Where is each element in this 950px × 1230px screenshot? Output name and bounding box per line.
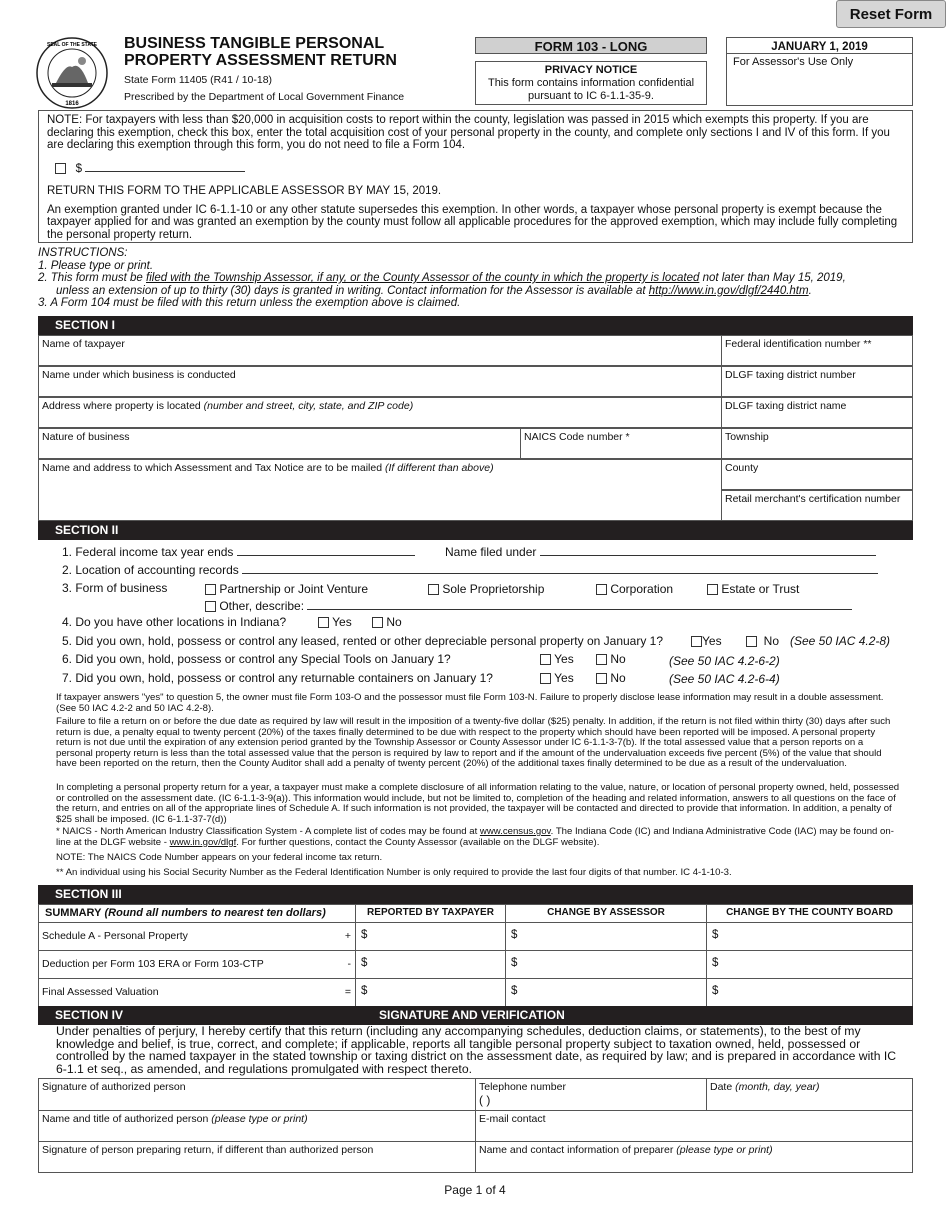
exemption-checkbox[interactable] [55,163,66,174]
instructions: INSTRUCTIONS: 1. Please type or print. 2. This form must be filed with the Township Assessor, if any, or the County Assessor of the county in which the property is located not later than May 15, 2019, unless an extension of up to thirty (30) days is granted in writing. Contact information for the Assessor is available at http://www.in.gov/dlgf/2440.htm. 3. A Form 104 must be filed with this return unless the exemption above is claimed. [38,247,846,309]
q1-tax-year: 1. Federal income tax year ends [62,544,415,559]
summary-value-input[interactable]: $ [505,978,707,1007]
svg-text:SEAL OF THE STATE: SEAL OF THE STATE [46,42,98,48]
nature-of-business-field[interactable]: Nature of business [38,428,521,459]
q7-no[interactable]: No [596,671,626,685]
prescribed-by: Prescribed by the Department of Local Government Finance [124,91,405,103]
taxpayer-name-field[interactable]: Name of taxpayer [38,335,722,366]
col-reported-taxpayer: REPORTED BY TAXPAYER [355,904,506,923]
form-number: FORM 103 - LONG [475,37,707,54]
privacy-notice: PRIVACY NOTICE This form contains information confidential pursuant to IC 6-1.1-35-9. [475,61,707,105]
summary-value-input[interactable]: $ [505,950,707,979]
naics-tax-note: NOTE: The NAICS Code Number appears on your federal income tax return. [56,852,383,863]
disclosure-text: In completing a personal property return for a year, a taxpayer must make a complete disclosure of all information relating to the value, nature, or location of personal property owned, held, possessed or controlled on the assessment date. (IC 6-1.1-3-9(a)). This information would include, but not be limited to, completion of the heading and related information, answers to all questions on the face of the return, and entries on all of the appropriate lines of Schedule A. If such information is not provided, the taxpayer will be contacted and directed to provide that information. In addition, a penalty of $25 shall be imposed. (IC 6-1.1-37-7(d)) [56,782,900,825]
option-other[interactable]: Other, describe: [205,598,852,613]
section-4-header: SECTION IV SIGNATURE AND VERIFICATION [38,1006,913,1025]
option-sole-proprietorship[interactable]: Sole Proprietorship [428,582,544,596]
q6-reference: (See 50 IAC 4.2-6-2) [669,654,780,668]
summary-value-input[interactable]: $ [355,950,506,979]
preparer-info-field[interactable]: Name and contact information of preparer (please type or print) [475,1141,913,1173]
preparer-signature-field[interactable]: Signature of person preparing return, if different than authorized person [38,1141,476,1173]
email-field[interactable]: E-mail contact [475,1110,913,1142]
indiana-seal-icon [36,37,108,109]
dlgf-number-field[interactable]: DLGF taxing district number [721,366,913,397]
reset-form-button[interactable]: Reset Form [836,0,946,28]
section-2-header: SECTION II [38,521,913,540]
summary-value-input[interactable]: $ [706,978,913,1007]
summary-value-input[interactable]: $ [355,978,506,1007]
summary-value-input[interactable]: $ [505,922,707,951]
business-name-field[interactable]: Name under which business is conducted [38,366,722,397]
dlgf-name-field[interactable]: DLGF taxing district name [721,397,913,428]
naics-note: * NAICS - North American Industry Classification System - A complete list of codes may be found at www.census.gov. The Indiana Code (IC) and Indiana Administrative Code (IAC) may be found on-line at the DLGF website - www.in.gov/dlgf. For further questions, contact the County Assessor (available on the DLGF website). [56,826,894,848]
q5-reference: (See 50 IAC 4.2-8) [790,634,891,648]
county-field[interactable]: County [721,459,913,490]
tax-year-input[interactable] [237,544,415,556]
option-estate-trust[interactable]: Estate or Trust [707,582,799,596]
q6-no[interactable]: No [596,652,626,666]
ssn-note: ** An individual using his Social Security Number as the Federal Identification Number is only required to provide the last four digits of that number. IC 4-1-10-3. [56,867,732,878]
township-field[interactable]: Township [721,428,913,459]
date-field[interactable]: Date (month, day, year) [706,1078,913,1111]
q4-other-locations: 4. Do you have other locations in Indiana? [62,615,287,629]
lease-disclosure-text: If taxpayer answers "yes" to question 5, the owner must file Form 103-O and the possessor must file Form 103-N. Failure to properly disclose lease information may result in a double assessment. (See 50 IAC 4.2-2 and 50 IAC 4.2-8). [56,692,884,714]
q4-yes[interactable]: Yes [318,615,352,629]
assessor-use-box: JANUARY 1, 2019 For Assessor's Use Only [726,37,913,106]
q6-special-tools: 6. Did you own, hold, possess or control any Special Tools on January 1? [62,652,451,666]
telephone-field[interactable]: Telephone number ( ) [475,1078,707,1111]
accounting-location-input[interactable] [242,562,878,574]
q5-yes[interactable]: Yes [691,634,722,648]
page-number: Page 1 of 4 [444,1183,506,1197]
q5-leased-property: 5. Did you own, hold, possess or control any leased, rented or other depreciable personal property on January 1? [62,634,664,648]
summary-row-label: Deduction per Form 103 ERA or Form 103-CTP - [38,950,356,979]
summary-value-input[interactable]: $ [355,922,506,951]
dlgf-link[interactable]: www.in.gov/dlgf [169,836,237,848]
name-filed-input[interactable] [540,544,876,556]
summary-row-label: Schedule A - Personal Property + [38,922,356,951]
q5-no[interactable]: No [746,634,779,648]
q7-returnable-containers: 7. Did you own, hold, possess or control any returnable containers on January 1? [62,671,493,685]
name-title-field[interactable]: Name and title of authorized person (please type or print) [38,1110,476,1142]
exemption-amount-input[interactable] [85,160,245,172]
naics-code-field[interactable]: NAICS Code number * [520,428,722,459]
q7-reference: (See 50 IAC 4.2-6-4) [669,672,780,686]
section-1-header: SECTION I [38,316,913,335]
q3-form-of-business: 3. Form of business [62,581,168,595]
other-describe-input[interactable] [307,598,852,610]
section-3-header: SECTION III [38,885,913,904]
census-link[interactable]: www.census.gov [479,826,551,837]
summary-heading: SUMMARY (Round all numbers to nearest ten dollars) [38,904,356,923]
mailing-address-field[interactable]: Name and address to which Assessment and Tax Notice are to be mailed (If different than above) [38,459,722,521]
q6-yes[interactable]: Yes [540,652,574,666]
option-corporation[interactable]: Corporation [596,582,673,596]
col-change-county-board: CHANGE BY THE COUNTY BOARD [706,904,913,923]
q7-yes[interactable]: Yes [540,671,574,685]
option-partnership[interactable]: Partnership or Joint Venture [205,582,368,596]
assessor-contact-link[interactable]: http://www.in.gov/dlgf/2440.htm [648,284,809,297]
state-form-number: State Form 11405 (R41 / 10-18) [124,74,273,86]
summary-value-input[interactable]: $ [706,950,913,979]
summary-row-label: Final Assessed Valuation = [38,978,356,1007]
perjury-statement: Under penalties of perjury, I hereby certify that this return (including any accompanying schedules, deduction claims, or statements), to the best of my knowledge and belief, is true, correct, and complete; if applicable, reports all tangible personal property subject to taxation owned, held, possessed or controlled by the named taxpayer in the stated township or taxing district on the assessment date, as required by law; and is prepared in accordance with IC 6-1.1 et seq., as amended, and regulations promulgated with respect thereto. [56,1024,897,1076]
retail-cert-field[interactable]: Retail merchant's certification number [721,490,913,521]
q1-name-filed: Name filed under [445,544,876,559]
exemption-note: NOTE: For taxpayers with less than $20,000 in acquisition costs to report within the county, legislation was passed in 2015 which exempts this property. If you are declaring this exemption, check this box, enter the total acquisition cost of your personal property in the county, and complete only sections I and IV of this form. If you are declaring this exemption through this form, you do not need to file a Form 104. $ RETURN THIS FORM TO THE APPLICABLE ASSESSOR BY MAY 15, 2019. An exemption granted under IC 6-1.1-10 or any other statute supersedes this exemption. In other words, a taxpayer whose personal property is exempt because the taxpayer applied for and was granted an exemption by the county must follow all applicable procedures for the approved exemption, which may include fully completing the personal property return. [38,110,913,243]
q2-accounting-records: 2. Location of accounting records [62,562,878,577]
property-address-field[interactable]: Address where property is located (number and street, city, state, and ZIP code) [38,397,722,428]
authorized-signature-field[interactable]: Signature of authorized person [38,1078,476,1111]
svg-text:1816: 1816 [65,101,79,107]
form-title: BUSINESS TANGIBLE PERSONAL PROPERTY ASSESSMENT RETURN [124,35,397,69]
penalty-text: Failure to file a return on or before the due date as required by law will result in the imposition of a twenty-five dollar ($25) penalty. In addition, if the return is not filed within thirty (30) days after such return is due, a penalty equal to twenty percent (20%) of the taxes finally determined to be due with respect to the property which should have been reported will be imposed. A personal property return is not due until the expiration of any extension period granted by the Township Assessor or County Assessor under IC 6-1.1-3-7(b). If the total assessed value that a person reports on a personal property return is less than the total assessed value that the person is required by law to report and if the amount of the undervaluation exceeds five percent (5%) of the value that should have been reported on the return, then the County Auditor shall add a penalty of twenty percent (20%) of the additional taxes finally determined to be due as a result of the undervaluation. [56,716,891,770]
q4-no[interactable]: No [372,615,402,629]
summary-value-input[interactable]: $ [706,922,913,951]
fein-field[interactable]: Federal identification number ** [721,335,913,366]
col-change-assessor: CHANGE BY ASSESSOR [505,904,707,923]
